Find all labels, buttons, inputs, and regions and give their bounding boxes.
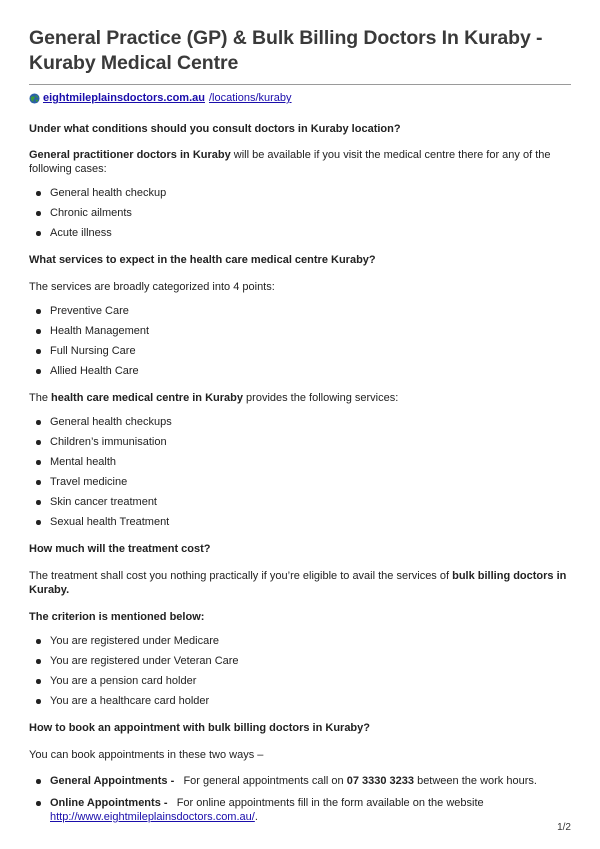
criterion-heading: The criterion is mentioned below: xyxy=(29,611,205,623)
section2-intro: The services are broadly categorized into 4 points: xyxy=(29,281,275,293)
list-item: You are registered under Medicare xyxy=(29,634,571,648)
question-2: What services to expect in the health care medical centre Kuraby? xyxy=(29,254,376,266)
categories-list xyxy=(29,304,571,378)
list-item: Skin cancer treatment xyxy=(29,495,571,509)
list-item: You are a pension card holder xyxy=(29,674,571,688)
cost-text-pre: The treatment shall cost you nothing practically if you’re eligible to avail the services of xyxy=(29,570,453,582)
general-post: between the work hours. xyxy=(414,775,537,787)
section3-text xyxy=(29,569,571,597)
section1-intro-rest: will be available if you visit the medical centre there for any of the following cases: xyxy=(29,149,551,175)
provides-bold: health care medical centre in Kuraby xyxy=(51,392,243,404)
online-pre: For online appointments fill in the form available on the website xyxy=(167,797,484,809)
provides-post: provides the following services: xyxy=(242,392,399,404)
page-number: 1/2 xyxy=(557,822,571,833)
list-item: General health checkup xyxy=(29,186,571,200)
services-list xyxy=(29,415,571,529)
online-post: . xyxy=(254,811,258,823)
list-item: Chronic ailments xyxy=(29,206,571,220)
general-label: General Appointments - xyxy=(50,775,175,787)
list-item: Acute illness xyxy=(29,226,571,240)
source-path-link[interactable]: /locations/kuraby xyxy=(208,92,292,104)
list-item: Allied Health Care xyxy=(29,364,571,378)
list-item: Mental health xyxy=(29,455,571,469)
globe-icon xyxy=(29,93,40,104)
general-pre: For general appointments call on xyxy=(174,775,347,787)
title-divider xyxy=(29,84,571,85)
question-4: How to book an appointment with bulk billing doctors in Kuraby? xyxy=(29,722,370,734)
source-domain-link[interactable]: eightmileplainsdoctors.com.au xyxy=(43,92,205,104)
section4-intro: You can book appointments in these two ways – xyxy=(29,749,264,761)
phone-number: 07 3330 3233 xyxy=(346,775,415,787)
section1-intro xyxy=(29,148,571,176)
question-1: Under what conditions should you consult doctors in Kuraby location? xyxy=(29,123,401,135)
booking-list xyxy=(29,774,571,824)
list-item: Preventive Care xyxy=(29,304,571,318)
cost-text-bold: bulk billing doctors in Kuraby. xyxy=(29,570,567,596)
provides-pre: The xyxy=(29,392,52,404)
list-item: Travel medicine xyxy=(29,475,571,489)
list-item: You are registered under Veteran Care xyxy=(29,654,571,668)
cases-list xyxy=(29,186,571,240)
list-item: Sexual health Treatment xyxy=(29,515,571,529)
list-item: Full Nursing Care xyxy=(29,344,571,358)
list-item: General health checkups xyxy=(29,415,571,429)
section1-intro-bold: General practitioner doctors in Kuraby xyxy=(29,149,231,161)
list-item: You are a healthcare card holder xyxy=(29,694,571,708)
list-item: Children’s immunisation xyxy=(29,435,571,449)
document-page xyxy=(29,26,571,824)
section2-provides xyxy=(29,391,571,405)
page-title: General Practice (GP) & Bulk Billing Doctors In Kuraby - Kuraby Medical Centre xyxy=(29,27,543,74)
general-appointments-item xyxy=(29,774,571,788)
list-item: Health Management xyxy=(29,324,571,338)
online-label: Online Appointments - xyxy=(50,797,168,809)
online-appointments-item xyxy=(29,796,571,824)
criterion-list xyxy=(29,634,571,708)
website-link[interactable]: http://www.eightmileplainsdoctors.com.au/ xyxy=(50,811,255,823)
source-line xyxy=(29,91,571,105)
question-3: How much will the treatment cost? xyxy=(29,543,211,555)
